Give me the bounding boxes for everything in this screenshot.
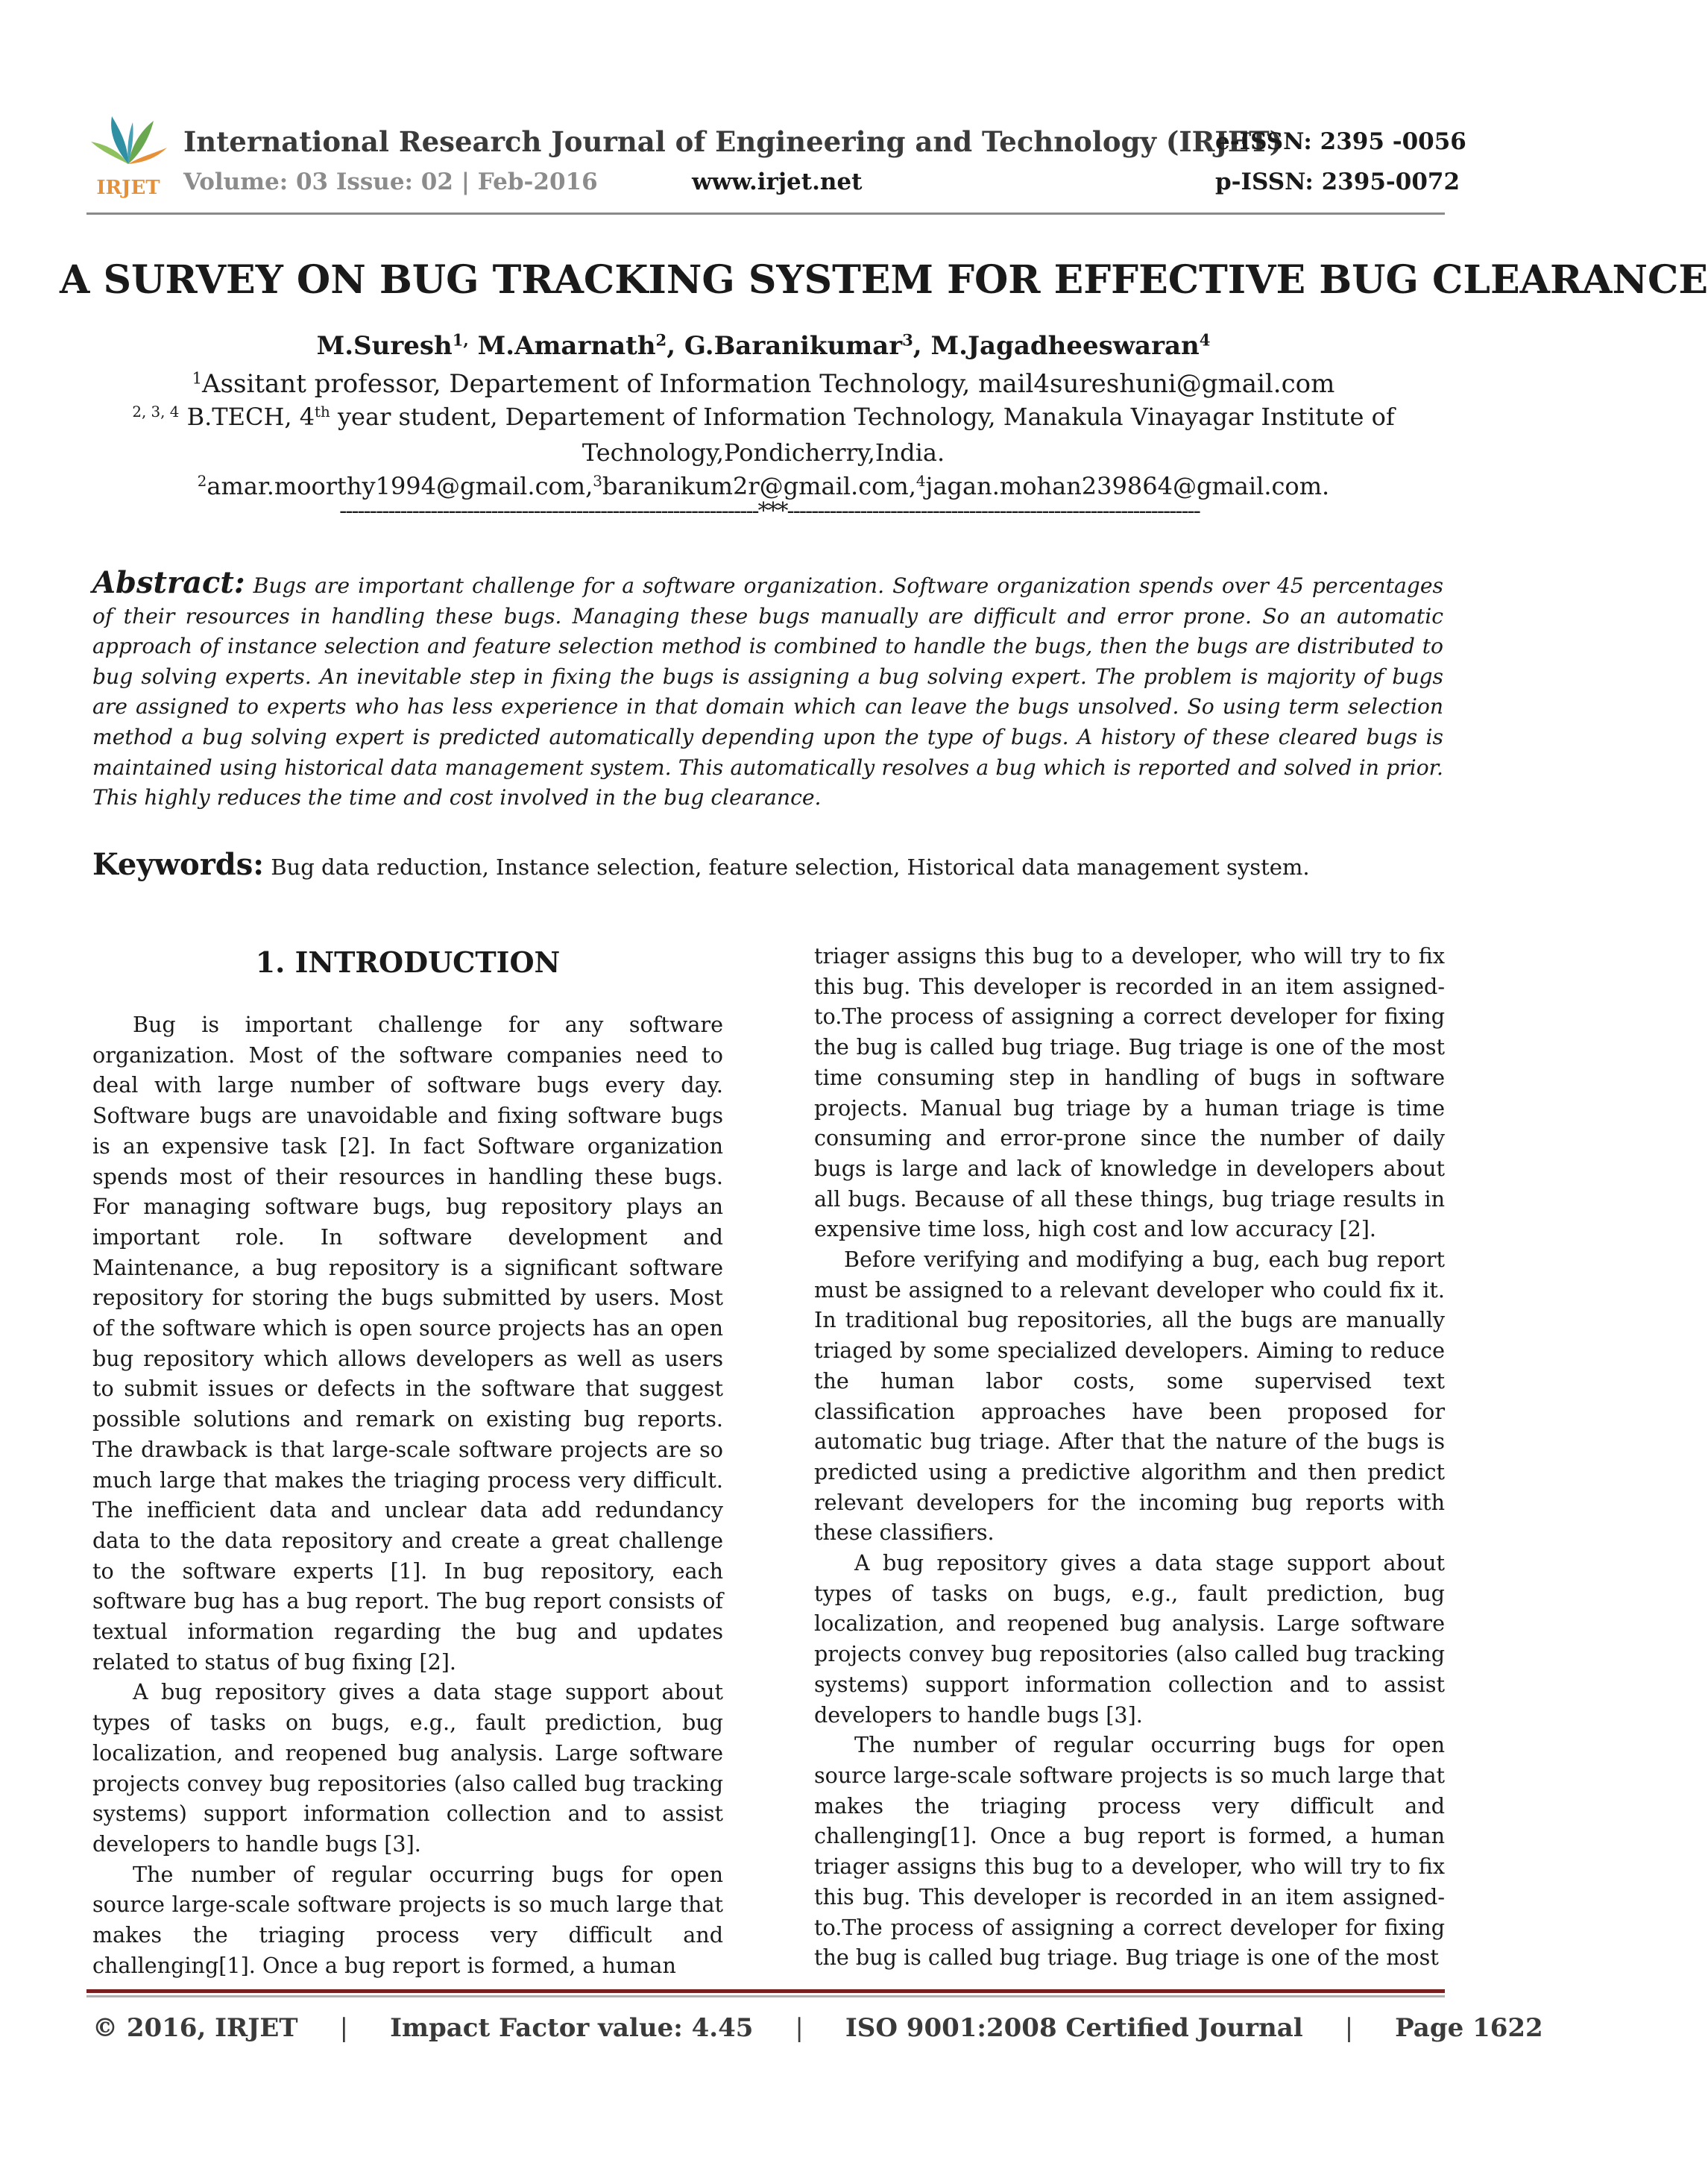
irjet-logo (86, 112, 170, 200)
author-name: M.Suresh (316, 331, 453, 361)
affiliation-2 (60, 403, 1467, 431)
paragraph: A bug repository gives a data stage support about types of tasks on bugs, e.g., fault prediction, bug localization, and reopened bug analysis. Large software projects convey bug repositories (also called bug tracking systems) support information collection and to assist developers to handle bugs [3]. (92, 1679, 723, 1857)
footer-copyright: © 2016, IRJET (92, 2013, 298, 2043)
author-sup: 3 (902, 330, 913, 350)
email-sup: 3 (593, 473, 602, 491)
footer-separator: | (1344, 2013, 1354, 2043)
author-name: G.Baranikumar (684, 331, 903, 361)
keywords-text: Bug data reduction, Instance selection, feature selection, Historical data management system. (264, 854, 1310, 880)
author-emails (60, 472, 1467, 500)
email-link[interactable]: jagan.mohan239864@gmail.com. (925, 472, 1330, 500)
journal-title: International Research Journal of Engineering and Technology (IRJET) (183, 125, 1283, 158)
affiliation-text: B.TECH, 4 (179, 403, 315, 431)
email-link[interactable]: baranikum2r@gmail.com, (602, 472, 916, 500)
footer-divider (86, 1989, 1445, 1993)
email-link[interactable]: amar.moorthy1994@gmail.com, (207, 472, 593, 500)
affiliation-sup: 1 (192, 368, 203, 388)
paragraph: Before verifying and modifying a bug, each bug report must be assigned to a relevant developer who could fix it. In traditional bug repositories, all the bugs are manually triaged by some specialized developers. Aiming to reduce the human labor costs, some supervised text classification approaches have been proposed for automatic bug triage. After that the nature of the bugs is predicted using a predictive algorithm and then predict relevant developers for the incoming bug reports with these classifiers. (814, 1247, 1445, 1546)
section-heading-introduction: 1. INTRODUCTION (255, 945, 561, 979)
keywords-label: Keywords: (92, 847, 265, 882)
abstract-label: Abstract: (92, 565, 245, 600)
affiliation-sup: 2, 3, 4 (132, 403, 180, 421)
affiliation-2-line-2: Technology,Pondicherry,India. (582, 438, 945, 467)
footer-separator: | (795, 2013, 804, 2043)
abstract-text: Bugs are important challenge for a software organization. Software organization spends over 45 percentages of their resources in handling these bugs. Managing these bugs manually are difficult and error prone. So an automatic approach of instance selection and feature selection method is combined to handle the bugs, then the bugs are distributed to bug solving experts. An inevitable step in fixing the bugs is assigning a bug solving expert. The problem is majority of bugs are assigned to experts who has less experience in that domain which can leave the bugs unsolved. So using term selection method a bug solving expert is predicted automatically depending upon the type of bugs. A history of these cleared bugs is maintained using historical data management system. This automatically resolves a bug which is reported and solved in prior. This highly reduces the time and cost involved in the bug clearance. (92, 573, 1443, 810)
left-column (92, 1010, 723, 1981)
author-name: M.Jagadheeswaran (930, 331, 1200, 361)
footer-iso: ISO 9001:2008 Certified Journal (845, 2013, 1303, 2043)
paragraph: triager assigns this bug to a developer, who will try to fix this bug. This developer is recorded in an item assigned-to.The process of assigning a correct developer for fixing the bug is called bug triage. Bug triage is one of the most time consuming step in handling of bugs in software projects. Manual bug triage by a human triage is time consuming and error-prone since the number of daily bugs is large and lack of knowledge in developers about all bugs. Because of all these things, bug triage results in expensive time loss, high cost and low accuracy [2]. (814, 943, 1445, 1242)
footer-separator: | (339, 2013, 349, 2043)
footer-page-number: Page 1622 (1395, 2013, 1543, 2043)
footer-impact-factor: Impact Factor value: 4.45 (390, 2013, 754, 2043)
author-name: M.Amarnath (477, 331, 656, 361)
paragraph: The number of regular occurring bugs for open source large-scale software projects is so much large that makes the triaging process very difficult and challenging[1]. Once a bug report is formed, a human (92, 1861, 723, 1978)
abstract (92, 565, 1443, 813)
author-sup: 1, (452, 330, 469, 350)
paragraph: The number of regular occurring bugs for open source large-scale software projects is so much large that makes the triaging process very difficult and challenging[1]. Once a bug report is formed, a human triager assigns this bug to a developer, who will try to fix this bug. This developer is recorded in an item assigned-to.The process of assigning a correct developer for fixing the bug is called bug triage. Bug triage is one of the most (814, 1732, 1445, 1971)
affiliation-1 (60, 369, 1467, 399)
header-divider (86, 212, 1445, 215)
logo-text: IRJET (96, 177, 160, 199)
volume-issue: Volume: 03 Issue: 02 | Feb-2016 (183, 169, 598, 195)
paper-title: A SURVEY ON BUG TRACKING SYSTEM FOR EFFECTIVE BUG CLEARANCE (60, 257, 1708, 303)
footer-divider-thin (86, 1995, 1445, 1997)
email-sup: 2 (197, 473, 207, 491)
keywords (92, 847, 1443, 882)
author-sup: 4 (1199, 330, 1211, 350)
right-column (814, 941, 1445, 1973)
affiliation-text: year student, Departement of Information Technology, Manakula Vinayagar Institute of (330, 403, 1395, 431)
affiliation-text: Assitant professor, Departement of Information Technology, mail4sureshuni@gmail.com (202, 369, 1335, 399)
email-sup: 4 (916, 473, 926, 491)
journal-website-link[interactable]: www.irjet.net (692, 169, 863, 195)
title-separator: ---------------------------------------------------------------------***-------------------------------------------------------------------- (339, 498, 1200, 524)
eissn: e-ISSN: 2395 -0056 (1215, 128, 1466, 155)
author-sup: 2 (655, 330, 667, 350)
author-list: M.Suresh$^{1,}$ M.Amarnath$^2$, G.Baranikumar$^3$, M.Jagadheeswaran$^4$ (316, 330, 1211, 361)
paragraph: A bug repository gives a data stage support about types of tasks on bugs, e.g., fault prediction, bug localization, and reopened bug analysis. Large software projects convey bug repositories (also called bug tracking systems) support information collection and to assist developers to handle bugs [3]. (814, 1550, 1445, 1728)
page-footer (92, 2013, 1543, 2043)
ordinal-sup: th (315, 403, 330, 421)
pissn: p-ISSN: 2395-0072 (1215, 169, 1460, 195)
paragraph: Bug is important challenge for any software organization. Most of the software companies need to deal with large number of software bugs every day. Software bugs are unavoidable and fixing software bugs is an expensive task [2]. In fact Software organization spends most of their resources in handling these bugs. For managing software bugs, bug repository plays an important role. In software development and Maintenance, a bug repository is a significant software repository for storing the bugs submitted by users. Most of the software which is open source projects has an open bug repository which allows developers as well as users to submit issues or defects in the software that suggest possible solutions and remark on existing bug reports. The drawback is that large-scale software projects are so much large that makes the triaging process very difficult. The inefficient data and unclear data add redundancy data to the data repository and create a great challenge to the software experts [1]. In bug repository, each software bug has a bug report. The bug report consists of textual information regarding the bug and updates related to status of bug fixing [2]. (92, 1012, 723, 1675)
